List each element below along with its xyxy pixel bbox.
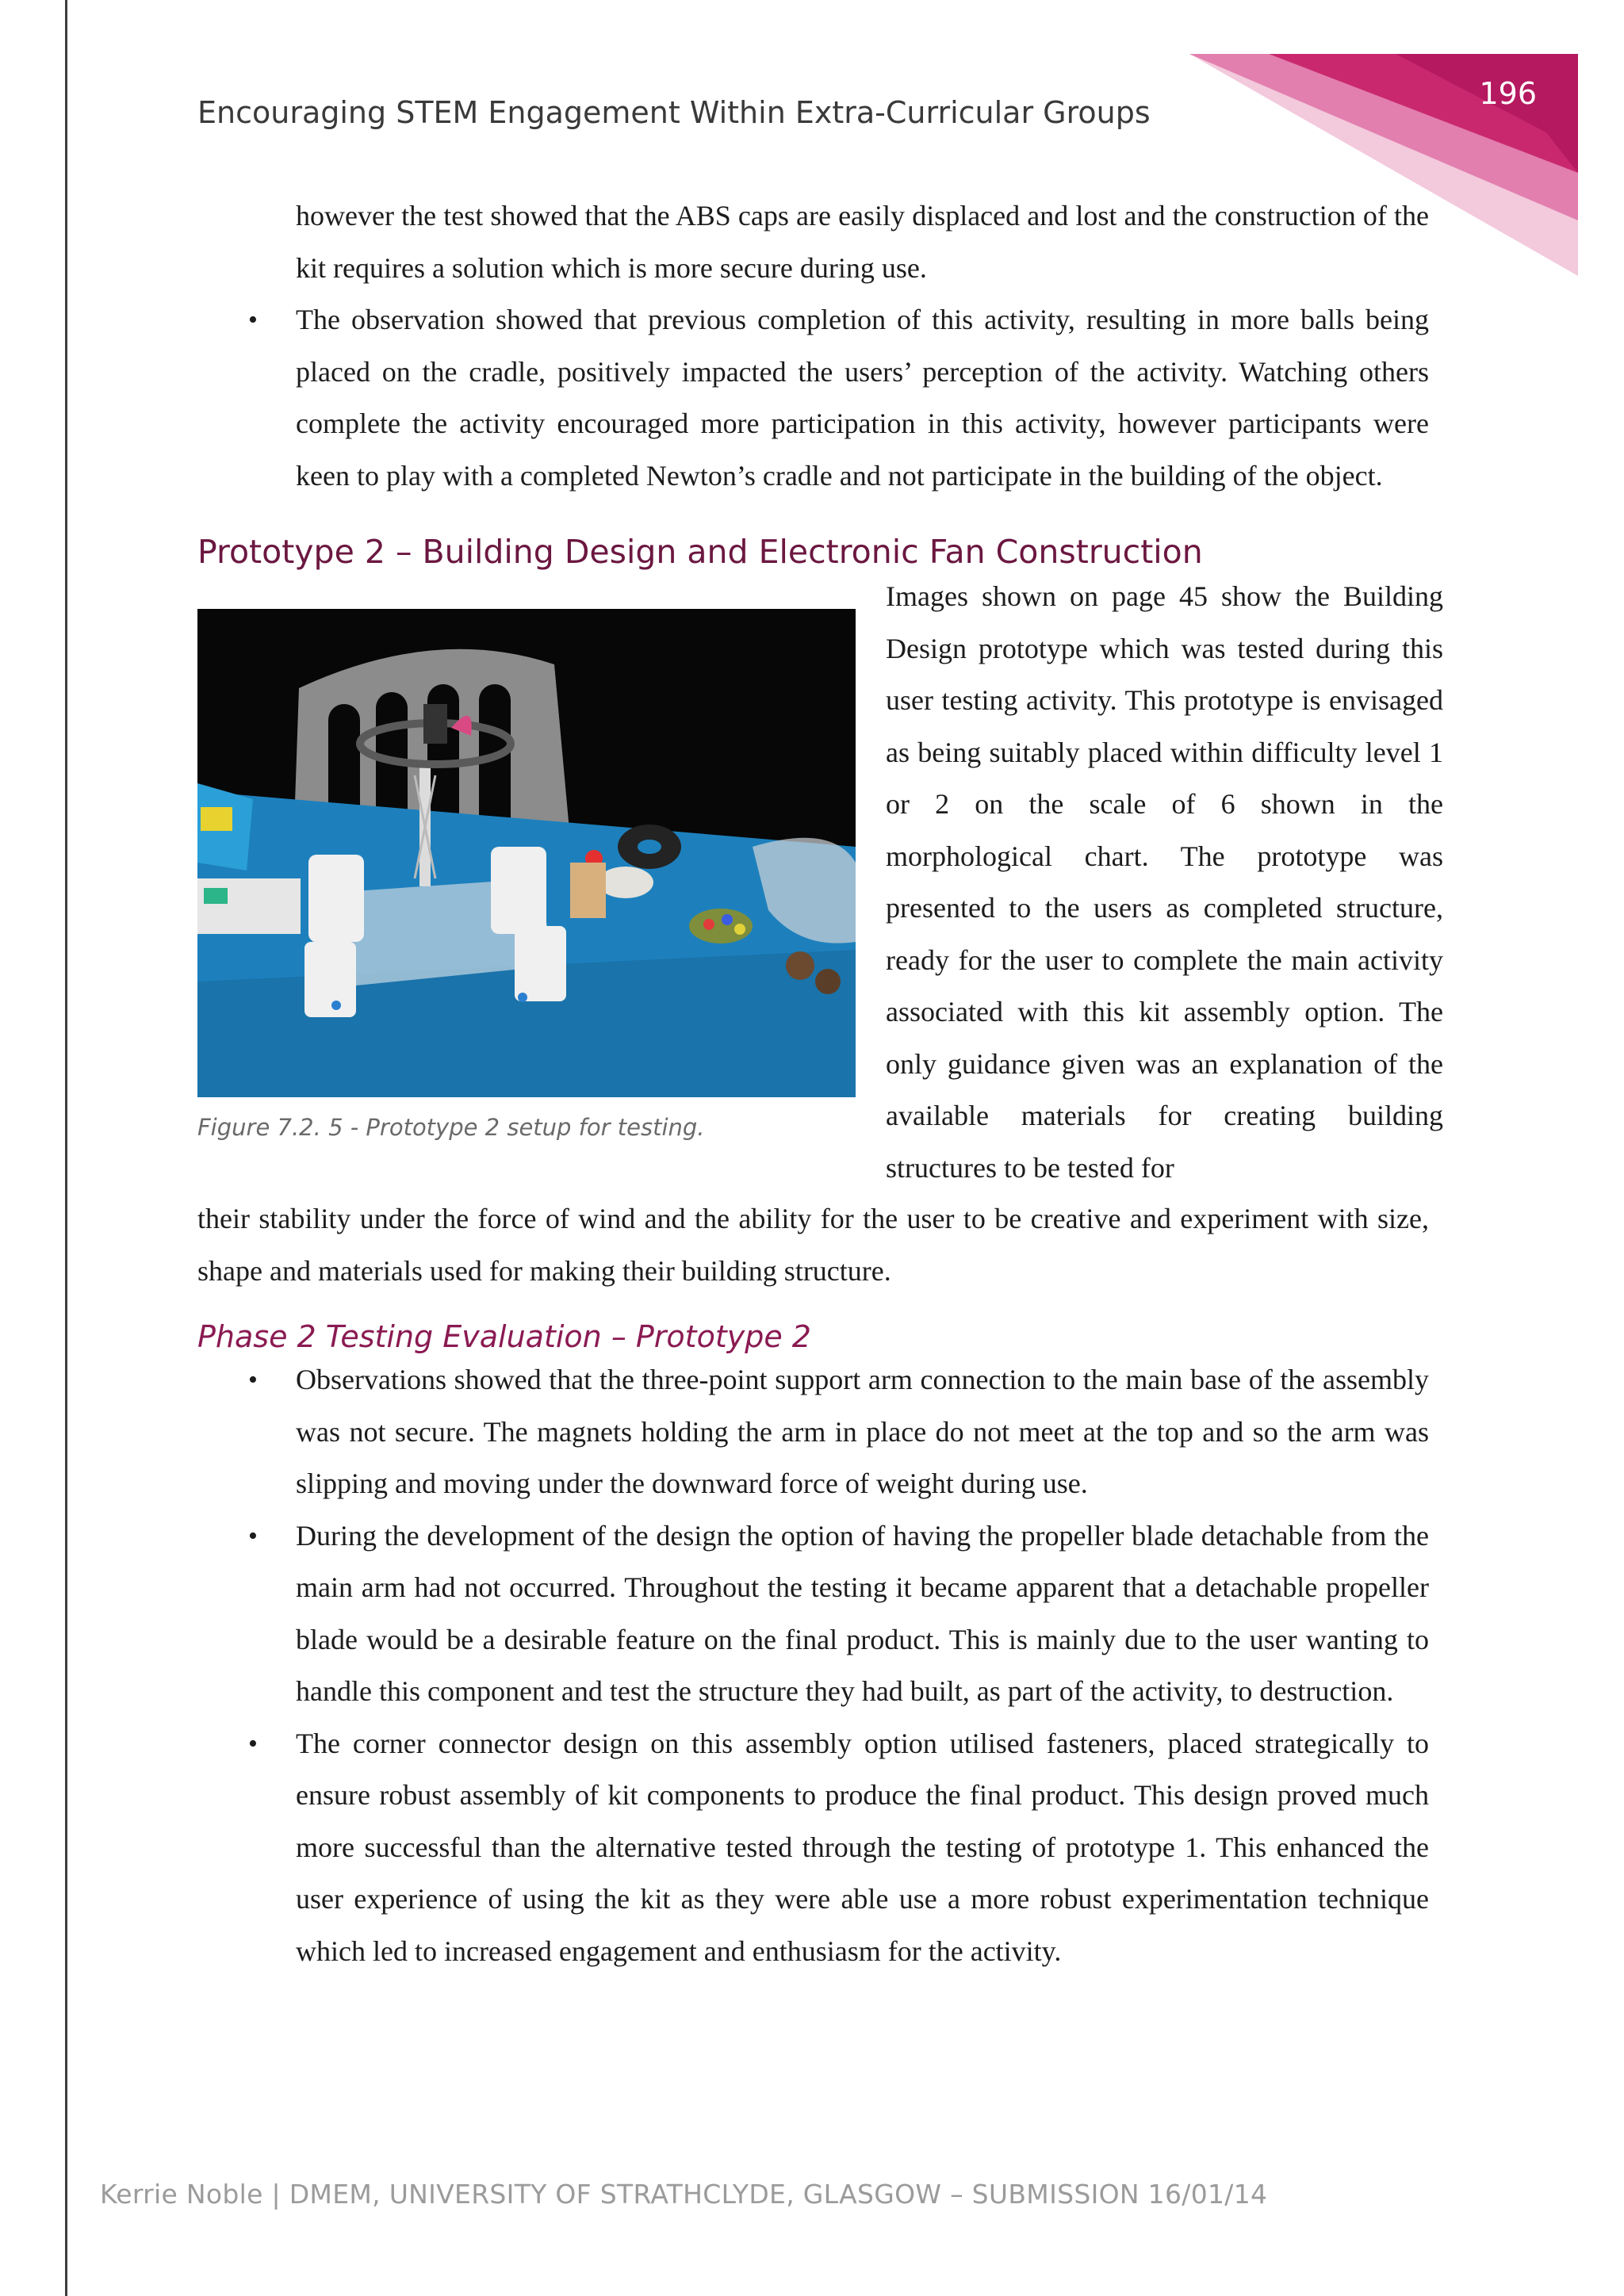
running-header: Encouraging STEM Engagement Within Extra-Curricular Groups [197,95,1151,130]
subheading: Phase 2 Testing Evaluation – Prototype 2 [197,1319,811,1354]
full-paragraph: their stability under the force of wind and the ability for the user to be creative and experiment with size, shape and materials used for making their building structure. [197,1203,1429,1287]
bullet-item: • Observations showed that the three-point support arm connection to the main base of the assembly was not secure. The magnets holding the arm in place do not meet at the top and so the arm was slipping and moving under the downward force of weight during use. [197,1354,1429,1510]
side-paragraph: Images shown on page 45 show the Building Design prototype which was tested during this user testing activity. This prototype is envisaged as being suitably placed within difficulty level 1 or 2 on the scale of 6 shown in the morphological chart. The prototype was presented to the users as completed structure, ready for the user to complete the main activity associated with this kit assembly option. The only guidance given was an explanation of the available materials for creating building structures to be tested for [886,580,1443,1184]
bullet-list-bottom [197,1354,1429,1977]
bottom-content [197,1354,1429,1977]
page-number: 196 [1479,76,1537,111]
bullet-list-top [197,294,1429,502]
left-margin-rule [65,0,67,2296]
continuation-paragraph: however the test showed that the ABS caps are easily displaced and lost and the construction of the kit requires a solution which is more secure during use. [296,200,1429,284]
prototype-photo [197,609,856,1097]
bullet-item: • The corner connector design on this assembly option utilised fasteners, placed strategically to ensure robust assembly of kit components to produce the final product. This design proved much more successful than the alternative tested through the testing of prototype 1. This enhanced the user experience of using the kit as they were able use a more robust experimentation technique which led to increased engagement and enthusiasm for the activity. [197,1718,1429,1978]
page-footer: Kerrie Noble | DMEM, UNIVERSITY OF STRATHCLYDE, GLASGOW – SUBMISSION 16/01/14 [100,2179,1268,2210]
bullet-item: • During the development of the design the option of having the propeller blade detachable from the main arm had not occurred. Throughout the testing it became apparent that a detachable propeller blade would be a desirable feature on the final product. This is mainly due to the user wanting to handle this component and test the structure they had built, as part of the activity, to destruction. [197,1510,1429,1718]
figure-caption: Figure 7.2. 5 - Prototype 2 setup for testing. [197,1114,705,1141]
top-content [197,190,1429,502]
bullet-item: • The observation showed that previous completion of this activity, resulting in more balls being placed on the cradle, positively impacted the users’ perception of the activity. Watching others complete the activity encouraged more participation in this activity, however participants were keen to play with a completed Newton’s cradle and not participate in the building of the object. [197,294,1429,502]
section-heading: Prototype 2 – Building Design and Electronic Fan Construction [197,533,1203,571]
